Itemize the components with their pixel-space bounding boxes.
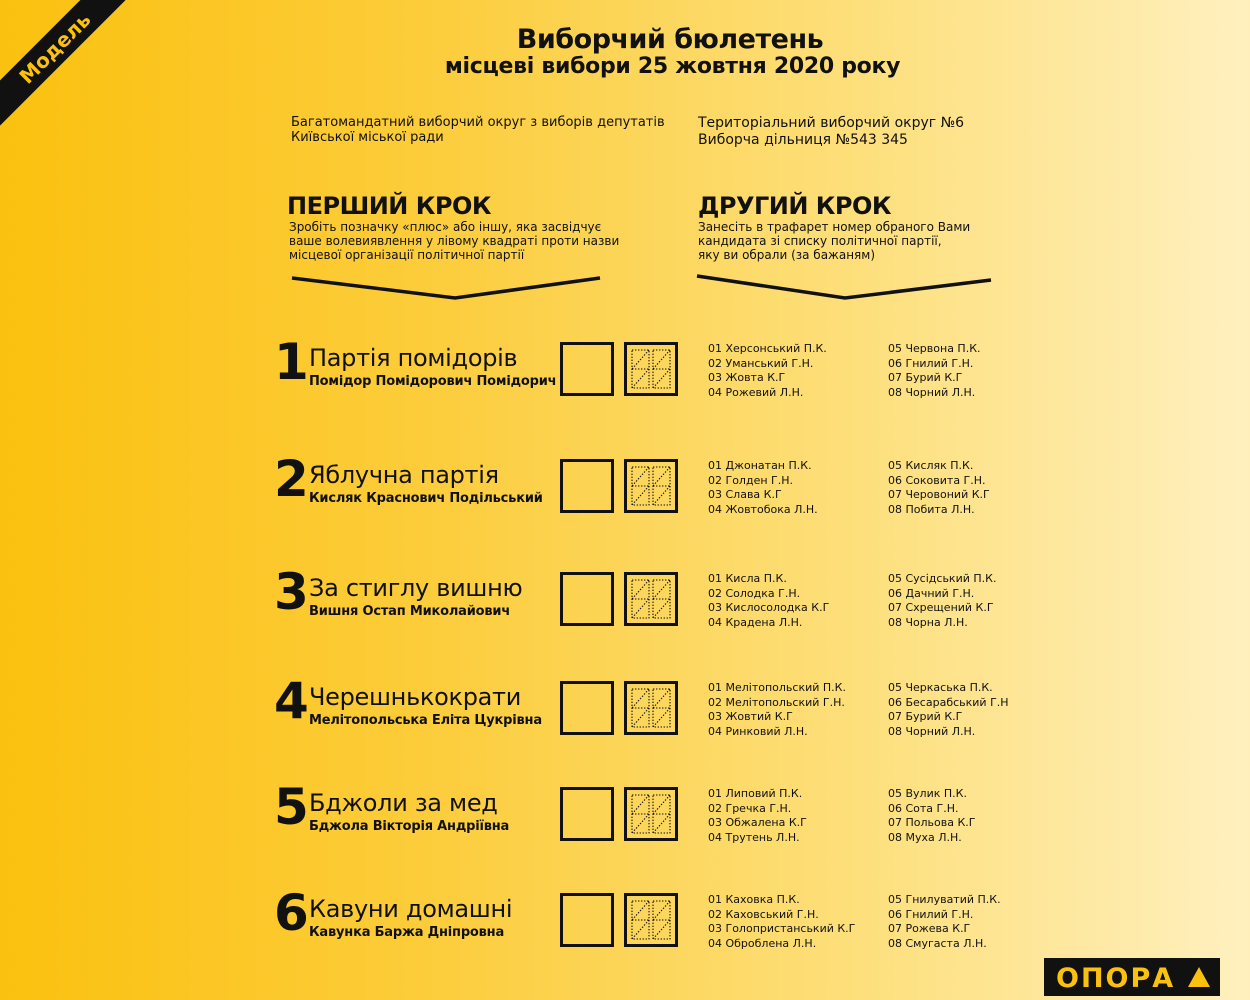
- candidate-list-a: [708, 459, 818, 518]
- step1-line: місцевої організації політичної партії: [289, 248, 525, 262]
- candidate-item: 06 Соковита Г.Н.: [888, 473, 986, 487]
- party-name: Партія помідорів: [309, 344, 518, 372]
- candidate-item: 07 Бурий К.Г: [888, 371, 963, 385]
- party-name: Черешнькократи: [309, 683, 522, 711]
- step1-chevron-arrow: [290, 274, 602, 302]
- stencil-digits-icon: [630, 578, 672, 620]
- candidate-item: 05 Червона П.К.: [888, 342, 981, 355]
- candidate-number-stencil[interactable]: [624, 459, 678, 513]
- party-vote-box[interactable]: [560, 681, 614, 735]
- candidate-item: 07 Польова К.Г: [888, 816, 976, 830]
- candidate-item: 03 Слава К.Г: [708, 488, 782, 502]
- candidate-item: 05 Вулик П.К.: [888, 787, 967, 800]
- ballot-title: Виборчий бюлетень: [516, 24, 824, 55]
- candidate-item: 04 Крадена Л.Н.: [708, 616, 803, 630]
- party-leader: Помідор Помідорович Помідорич: [309, 374, 557, 389]
- party-leader: Кавунка Баржа Дніпровна: [309, 925, 505, 940]
- candidate-item: 02 Уманський Г.Н.: [708, 356, 814, 370]
- candidate-item: 01 Джонатан П.К.: [708, 459, 812, 472]
- candidate-list-b: [888, 893, 1001, 952]
- party-number: 1: [274, 333, 307, 391]
- party-number: 2: [274, 450, 307, 508]
- party-name: Яблучна партія: [309, 461, 499, 489]
- candidate-item: 03 Голопристанський К.Г: [708, 922, 856, 936]
- stencil-digits-icon: [630, 465, 672, 507]
- party-name: Кавуни домашні: [309, 895, 513, 923]
- party-vote-box[interactable]: [560, 342, 614, 396]
- stencil-digits-icon: [630, 687, 672, 729]
- candidate-item: 07 Черовоний К.Г: [888, 488, 990, 502]
- candidate-list-a: [708, 342, 827, 401]
- candidate-item: 02 Мелітопольский Г.Н.: [708, 695, 845, 709]
- candidate-number-stencil[interactable]: [624, 572, 678, 626]
- candidate-item: 01 Мелітопольский П.К.: [708, 681, 846, 694]
- step2-instructions: [698, 220, 970, 262]
- model-label: Модель: [0, 0, 130, 126]
- candidate-list-a: [708, 893, 855, 952]
- candidate-item: 06 Бесарабський Г.Н: [888, 695, 1009, 709]
- candidate-item: 03 Обжалена К.Г: [708, 816, 807, 830]
- candidate-item: 01 Липовий П.К.: [708, 787, 803, 800]
- candidate-item: 03 Жовтий К.Г: [708, 710, 793, 724]
- district-left: [291, 115, 665, 145]
- step2-line: яку ви обрали (за бажаням): [698, 248, 876, 262]
- candidate-item: 02 Солодка Г.Н.: [708, 586, 801, 600]
- party-number: 5: [274, 778, 307, 836]
- candidate-item: 01 Каховка П.К.: [708, 893, 800, 906]
- ballot-subtitle: місцеві вибори 25 жовтня 2020 року: [444, 54, 901, 79]
- candidate-list-a: [708, 572, 829, 631]
- stencil-digits-icon: [630, 899, 672, 941]
- candidate-item: 04 Оброблена Л.Н.: [708, 937, 817, 951]
- candidate-list-b: [888, 572, 996, 631]
- candidate-number-stencil[interactable]: [624, 893, 678, 947]
- district-left-line: Київської міської ради: [291, 130, 444, 145]
- step1-line: Зробіть позначку «плюс» або іншу, яка засвідчує: [289, 220, 602, 234]
- candidate-list-a: [708, 787, 807, 846]
- candidate-list-b: [888, 342, 981, 401]
- party-vote-box[interactable]: [560, 893, 614, 947]
- party-vote-box[interactable]: [560, 572, 614, 626]
- opora-logo: ОПОРА: [1044, 958, 1187, 996]
- party-row: [0, 450, 1250, 537]
- party-name: За стиглу вишню: [309, 574, 523, 602]
- candidate-item: 05 Гнилуватий П.К.: [888, 893, 1001, 906]
- candidate-item: 06 Гнилий Г.Н.: [888, 356, 974, 370]
- candidate-item: 08 Смугаста Л.Н.: [888, 937, 987, 951]
- candidate-item: 01 Херсонський П.К.: [708, 342, 827, 355]
- candidate-item: 04 Ринковий Л.Н.: [708, 725, 808, 739]
- candidate-item: 06 Дачний Г.Н.: [888, 586, 975, 600]
- district-right: [698, 115, 964, 149]
- step1-heading: ПЕРШИЙ КРОК: [287, 192, 491, 220]
- candidate-item: 03 Жовта К.Г: [708, 371, 786, 385]
- candidate-item: 08 Муха Л.Н.: [888, 831, 962, 845]
- candidate-item: 04 Трутень Л.Н.: [708, 831, 800, 845]
- party-leader: Кисляк Краснович Подільський: [309, 491, 543, 506]
- step2-line: Занесіть в трафарет номер обраного Вами: [698, 220, 971, 234]
- candidate-list-a: [708, 681, 846, 740]
- candidate-item: 07 Схрещений К.Г: [888, 601, 994, 615]
- candidate-list-b: [888, 459, 990, 518]
- party-number: 4: [274, 672, 307, 730]
- candidate-item: 04 Рожевий Л.Н.: [708, 386, 804, 400]
- party-row: [0, 672, 1250, 759]
- candidate-list-b: [888, 787, 975, 846]
- party-vote-box[interactable]: [560, 459, 614, 513]
- candidate-number-stencil[interactable]: [624, 342, 678, 396]
- party-leader: Мелітопольська Еліта Цукрівна: [309, 713, 542, 728]
- party-row: [0, 333, 1250, 420]
- candidate-item: 03 Кислосолодка К.Г: [708, 601, 830, 615]
- candidate-item: 02 Каховський Г.Н.: [708, 907, 819, 921]
- party-leader: Бджола Вікторія Андріївна: [309, 819, 510, 834]
- stencil-digits-icon: [630, 348, 672, 390]
- party-row: [0, 778, 1250, 865]
- step1-line: ваше волевиявлення у лівому квадраті проти назви: [289, 234, 620, 248]
- district-right-line: Територіальний виборчий округ №6: [698, 115, 965, 131]
- candidate-item: 08 Чорна Л.Н.: [888, 616, 968, 630]
- candidate-item: 04 Жовтобока Л.Н.: [708, 503, 818, 517]
- candidate-item: 02 Гречка Г.Н.: [708, 801, 792, 815]
- candidate-item: 01 Кисла П.К.: [708, 572, 787, 585]
- step1-instructions: [289, 220, 619, 262]
- candidate-item: 05 Сусідський П.К.: [888, 572, 997, 585]
- candidate-number-stencil[interactable]: [624, 681, 678, 735]
- candidate-number-stencil[interactable]: [624, 787, 678, 841]
- candidate-item: 08 Чорний Л.Н.: [888, 386, 976, 400]
- party-leader: Вишня Остап Миколайович: [309, 604, 511, 619]
- district-left-line: Багатомандатний виборчий округ з виборів депутатів: [291, 115, 665, 130]
- step2-line: кандидата зі списку політичної партії,: [698, 234, 942, 248]
- candidate-list-b: [888, 681, 1009, 740]
- candidate-item: 05 Черкаська П.К.: [888, 681, 993, 694]
- party-row: [0, 563, 1250, 650]
- candidate-item: 06 Сота Г.Н.: [888, 801, 959, 815]
- candidate-item: 06 Гнилий Г.Н.: [888, 907, 974, 921]
- candidate-item: 05 Кисляк П.К.: [888, 459, 974, 472]
- triangle-icon: [1178, 958, 1220, 996]
- district-right-line: Виборча дільниця №543 345: [698, 132, 908, 148]
- candidate-item: 08 Побита Л.Н.: [888, 503, 975, 517]
- party-number: 6: [274, 884, 307, 942]
- party-number: 3: [274, 563, 307, 621]
- candidate-item: 02 Голден Г.Н.: [708, 473, 793, 487]
- candidate-item: 07 Бурий К.Г: [888, 710, 963, 724]
- party-vote-box[interactable]: [560, 787, 614, 841]
- candidate-item: 08 Чорний Л.Н.: [888, 725, 976, 739]
- step2-chevron-arrow: [695, 272, 993, 302]
- step2-heading: ДРУГИЙ КРОК: [698, 192, 892, 220]
- party-name: Бджоли за мед: [309, 789, 498, 817]
- stencil-digits-icon: [630, 793, 672, 835]
- candidate-item: 07 Рожева К.Г: [888, 922, 971, 936]
